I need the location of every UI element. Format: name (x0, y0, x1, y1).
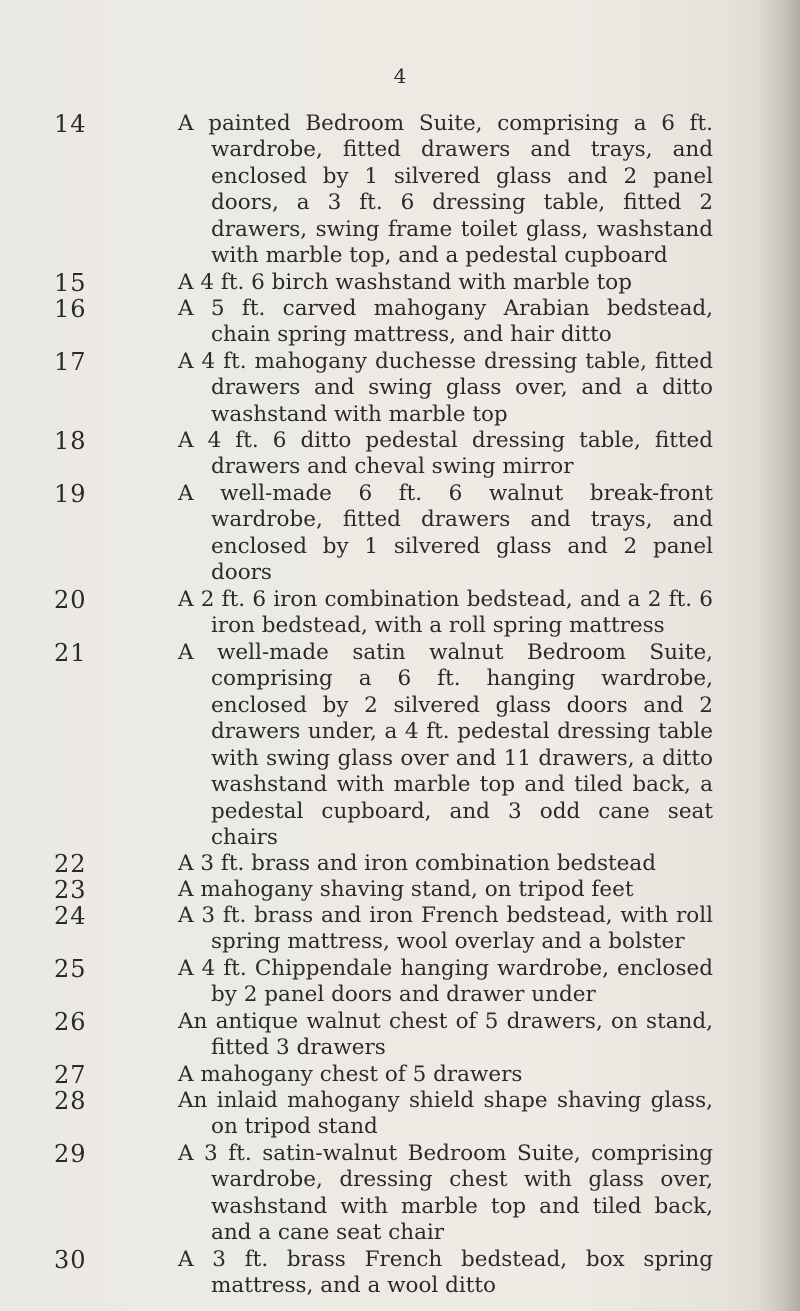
lot-number: 16 (54, 295, 87, 323)
lot-description: A 4 ft. 6 birch washstand with marble top (178, 270, 632, 295)
lot-description: A 5 ft. carved mahogany Arabian bedstead, chain spring mattress, and hair ditto (178, 296, 713, 348)
page-edge-shadow (758, 0, 800, 1311)
lot-number: 20 (54, 586, 87, 614)
lot-description: A well-made 6 ft. 6 walnut break-front wardrobe, fitted drawers and trays, and enclosed by 1 silvered glass and 2 panel doors (178, 481, 713, 586)
lot-description: A painted Bedroom Suite, comprising a 6 ft. wardrobe, fitted drawers and trays, and enclosed by 1 silvered glass and 2 panel doors, a 3 ft. 6 dressing table, fitted 2 drawers, swing frame toilet glass, washstand with marble top, and a pedestal cupboard (178, 111, 713, 269)
lot-description: A 3 ft. brass and iron French bedstead, with roll spring mattress, wool overlay and a bolster (178, 903, 713, 955)
lot-description: A 4 ft. Chippendale hanging wardrobe, enclosed by 2 panel doors and drawer under (178, 956, 713, 1008)
lot-description: An antique walnut chest of 5 drawers, on stand, fitted 3 drawers (178, 1009, 713, 1061)
lot-number: 17 (54, 348, 87, 376)
lot-number: 24 (54, 902, 87, 930)
lot-description: A 3 ft. satin-walnut Bedroom Suite, comprising wardrobe, dressing chest with glass over, washstand with marble top and tiled back, and a cane seat chair (178, 1141, 713, 1246)
lot-description: A 4 ft. mahogany duchesse dressing table, fitted drawers and swing glass over, and a ditto washstand with marble top (178, 349, 713, 427)
lot-number: 28 (54, 1087, 87, 1115)
lot-number: 25 (54, 955, 87, 983)
lot-number: 23 (54, 876, 87, 904)
lot-description: A 4 ft. 6 ditto pedestal dressing table, fitted drawers and cheval swing mirror (178, 428, 713, 480)
lot-number: 27 (54, 1061, 87, 1089)
page-number: 4 (393, 64, 407, 88)
lot-number: 21 (54, 639, 87, 667)
lot-description: A well-made satin walnut Bedroom Suite, comprising a 6 ft. hanging wardrobe, enclosed by 2 silvered glass doors and 2 drawers under, a 4 ft. pedestal dressing table with swing glass over and 11 drawers, a ditto washstand with marble top and tiled back, a pedestal cupboard, and 3 odd cane seat chairs (178, 640, 713, 850)
lot-number: 26 (54, 1008, 87, 1036)
lot-number: 19 (54, 480, 87, 508)
lot-number: 18 (54, 427, 87, 455)
lot-description: A 2 ft. 6 iron combination bedstead, and a 2 ft. 6 iron bedstead, with a roll spring mattress (178, 587, 713, 639)
lot-number: 29 (54, 1140, 87, 1168)
lot-description: A mahogany chest of 5 drawers (178, 1062, 523, 1087)
lot-number: 30 (54, 1246, 87, 1274)
lot-description: A 3 ft. brass French bedstead, box spring mattress, and a wool ditto (178, 1247, 713, 1299)
lot-number: 15 (54, 269, 87, 297)
lot-number: 14 (54, 110, 87, 138)
lot-description: A mahogany shaving stand, on tripod feet (178, 877, 634, 902)
lot-description: An inlaid mahogany shield shape shaving glass, on tripod stand (178, 1088, 713, 1140)
lot-description: A 3 ft. brass and iron combination bedstead (178, 851, 656, 876)
lot-number: 22 (54, 850, 87, 878)
